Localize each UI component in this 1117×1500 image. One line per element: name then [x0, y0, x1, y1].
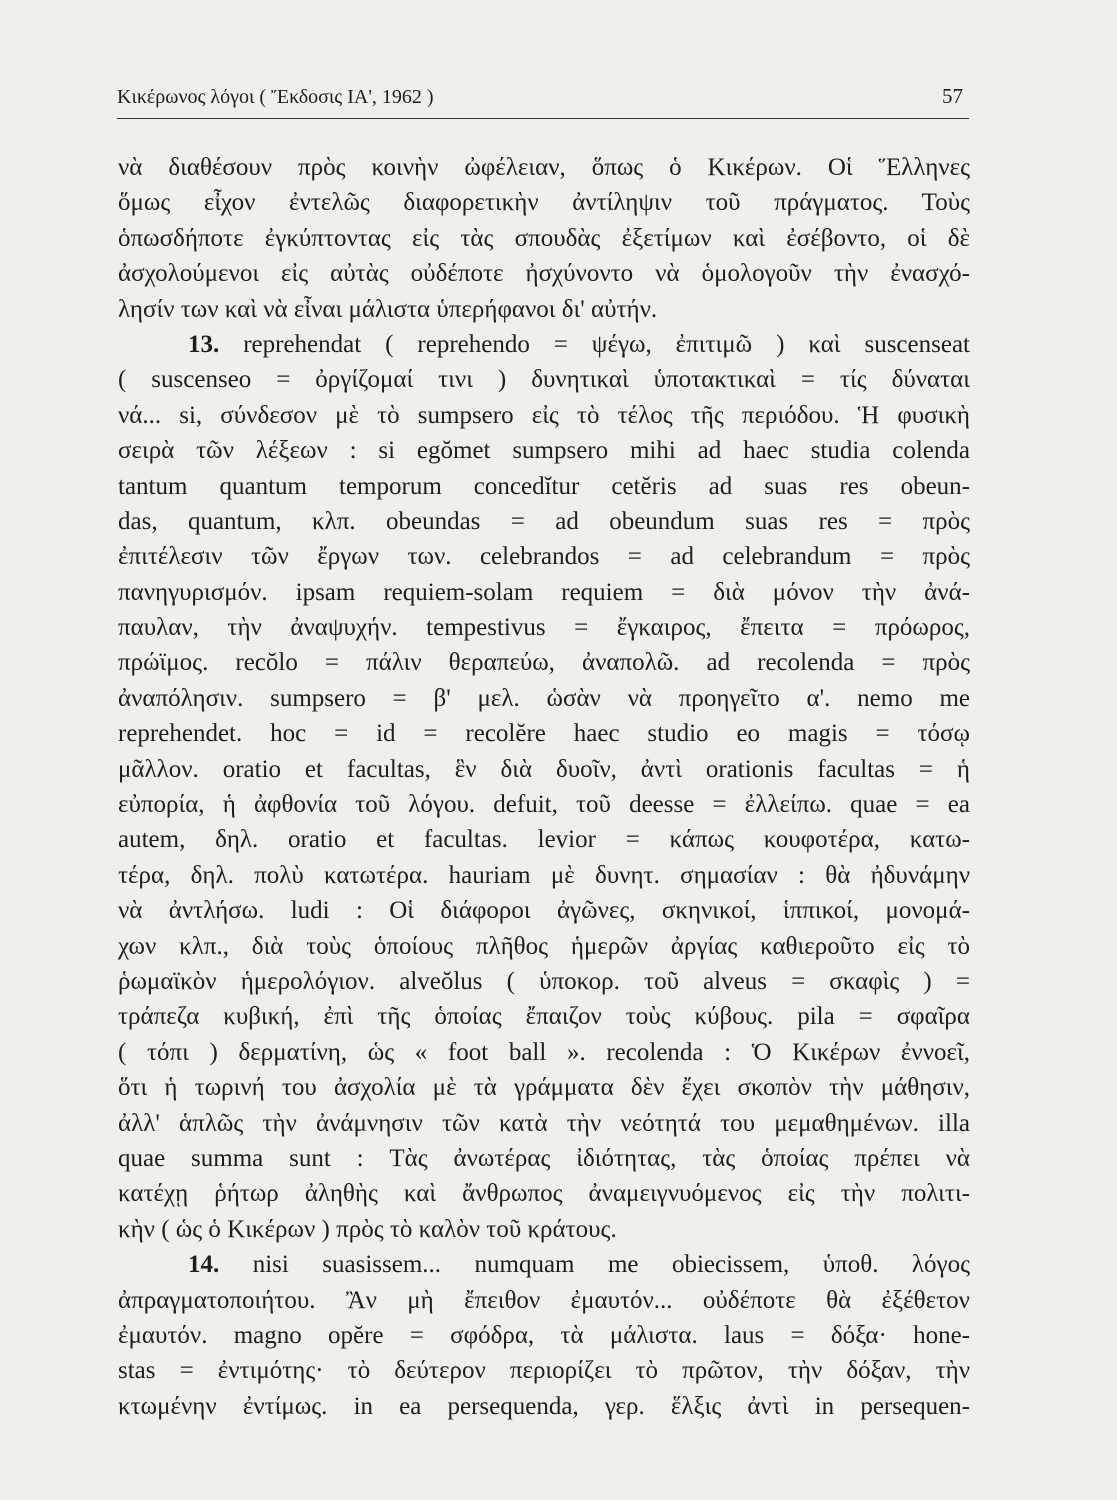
text-line: παυλαν, τὴν ἀναψυχήν. tempestivus = ἔγκαιρος, ἔπειτα = πρόωρος, — [118, 614, 970, 642]
text-line: νὰ διαθέσουν πρὸς κοινὴν ὠφέλειαν, ὅπως ὁ Κικέρων. Οἱ Ἕλληνες — [118, 154, 970, 181]
text-line: τέρα, δηλ. πολὺ κατωτέρα. hauriam μὲ δυνητ. σημασίαν : θὰ ἠδυνάμην — [118, 861, 970, 889]
text-line: ἐπιτέλεσιν τῶν ἔργων των. celebrandos = ad celebrandum = πρὸς — [118, 543, 970, 571]
text-line: ῥωμαϊκὸν ἡμερολόγιον. alveŏlus ( ὑποκορ. τοῦ alveus = σκαφὶς ) = — [118, 967, 970, 995]
text-line: εὐπορία, ἡ ἀφθονία τοῦ λόγου. defuit, τοῦ deesse = ἐλλείπω. quae = ea — [118, 791, 970, 819]
text-line: quae summa sunt : Τὰς ἀνωτέρας ἰδιότητας, τὰς ὁποίας πρέπει νὰ — [118, 1144, 970, 1172]
text-line: reprehendet. hoc = id = recolĕre haec studio eo magis = τόσῳ — [118, 720, 970, 748]
text-line: μᾶλλον. oratio et facultas, ἓν διὰ δυοῖν, ἀντὶ orationis facultas = ἡ — [118, 755, 970, 783]
text-line: ἀλλ' ἁπλῶς τὴν ἀνάμνησιν τῶν κατὰ τὴν νεότητά του μεμαθημένων. illa — [118, 1109, 970, 1137]
text-line: reprehendat ( reprehendo = ψέγω, ἐπιτιμῶ ) καὶ suscenseat — [243, 330, 970, 358]
text-line: ἀναπόλησιν. sumpsero = β' μελ. ὡσὰν νὰ προηγεῖτο α'. nemo me — [118, 684, 970, 712]
text-line: das, quantum, κλπ. obeundas = ad obeundum suas res = πρὸς — [118, 507, 970, 535]
text-line: νά... si, σύνδεσον μὲ τὸ sumpsero εἰς τὸ τέλος τῆς περιόδου. Ἡ φυσικὴ — [118, 401, 970, 429]
section-number-14: 14. — [188, 1251, 220, 1279]
text-line: tantum quantum temporum concedĭtur cetĕris ad suas res obeun- — [118, 472, 970, 500]
text-line: κατέχῃ ῥήτωρ ἀληθὴς καὶ ἄνθρωπος ἀναμειγνυόμενος εἰς τὴν πολιτι- — [118, 1180, 970, 1208]
text-line: ἀσχολούμενοι εἰς αὐτὰς οὐδέποτε ἠσχύνοντο νὰ ὁμολογοῦν τὴν ἐνασχό- — [118, 260, 970, 288]
running-header — [117, 84, 969, 119]
text-line: σειρὰ τῶν λέξεων : si egŏmet sumpsero mihi ad haec studia colenda — [118, 437, 970, 465]
text-line: stas = ἐντιμότης· τὸ δεύτερον περιορίζει τὸ πρῶτον, τὴν δόξαν, τὴν — [118, 1357, 970, 1385]
text-line: τράπεζα κυβική, ἐπὶ τῆς ὁποίας ἔπαιζον τοὺς κύβους. pila = σφαῖρα — [118, 1003, 970, 1031]
text-line: κὴν ( ὡς ὁ Κικέρων ) πρὸς τὸ καλὸν τοῦ κράτους. — [118, 1215, 617, 1243]
paragraph-13-first-line — [118, 327, 970, 362]
text-line: νὰ ἀντλήσω. ludi : Οἱ διάφοροι ἀγῶνες, σκηνικοί, ἱππικοί, μονομά- — [118, 897, 970, 925]
text-line: nisi suasissem... numquam me obiecissem, ὑποθ. λόγος — [252, 1251, 970, 1279]
text-line: πρώϊμος. recŏlo = πάλιν θεραπεύω, ἀναπολῶ. ad recolenda = πρὸς — [118, 649, 970, 677]
text-line: ( τόπι ) δερματίνη, ὡς « foot ball ». recolenda : Ὁ Κικέρων ἐννοεῖ, — [118, 1038, 970, 1066]
paragraph-14-first-line — [118, 1247, 970, 1282]
text-line: ( suscenseo = ὀργίζομαί τινι ) δυνητικαὶ ὑποτακτικαὶ = τίς δύναται — [118, 366, 970, 394]
header-title: Κικέρωνος λόγοι ( Ἔκδοσις ΙΑ', 1962 ) — [117, 86, 434, 108]
text-line: χων κλπ., διὰ τοὺς ὁποίους πλῆθος ἡμερῶν ἀργίας καθιεροῦτο εἰς τὸ — [118, 932, 970, 960]
text-line: κτωμένην ἐντίμως. in ea persequenda, γερ. ἕλξις ἀντὶ in persequen- — [118, 1392, 970, 1420]
page-number: 57 — [942, 84, 963, 108]
text-line: autem, δηλ. oratio et facultas. levior = κάπως κουφοτέρα, κατω- — [118, 826, 970, 854]
text-line: ἀπραγματοποιήτου. Ἂν μὴ ἔπειθον ἐμαυτόν... οὐδέποτε θὰ ἐξέθετον — [118, 1286, 970, 1314]
text-line: ἐμαυτόν. magno opĕre = σφόδρα, τὰ μάλιστα. laus = δόξα· hone- — [118, 1321, 970, 1349]
section-number-13: 13. — [188, 330, 220, 358]
text-line: ὁπωσδήποτε ἐγκύπτοντας εἰς τὰς σπουδὰς ἐξετίμων καὶ ἐσέβοντο, οἱ δὲ — [118, 224, 970, 252]
text-line: λησίν των καὶ νὰ εἶναι μάλιστα ὑπερήφανοι δι' αὐτήν. — [118, 295, 658, 323]
commentary-text — [118, 150, 970, 1424]
text-line: πανηγυρισμόν. ipsam requiem-solam requiem = διὰ μόνον τὴν ἀνά- — [118, 578, 970, 606]
text-line: ὅτι ἡ τωρινή του ἀσχολία μὲ τὰ γράμματα δὲν ἔχει σκοπὸν τὴν μάθησιν, — [118, 1074, 970, 1102]
text-line: ὅμως εἶχον ἐντελῶς διαφορετικὴν ἀντίληψιν τοῦ πράγματος. Τοὺς — [118, 189, 970, 217]
